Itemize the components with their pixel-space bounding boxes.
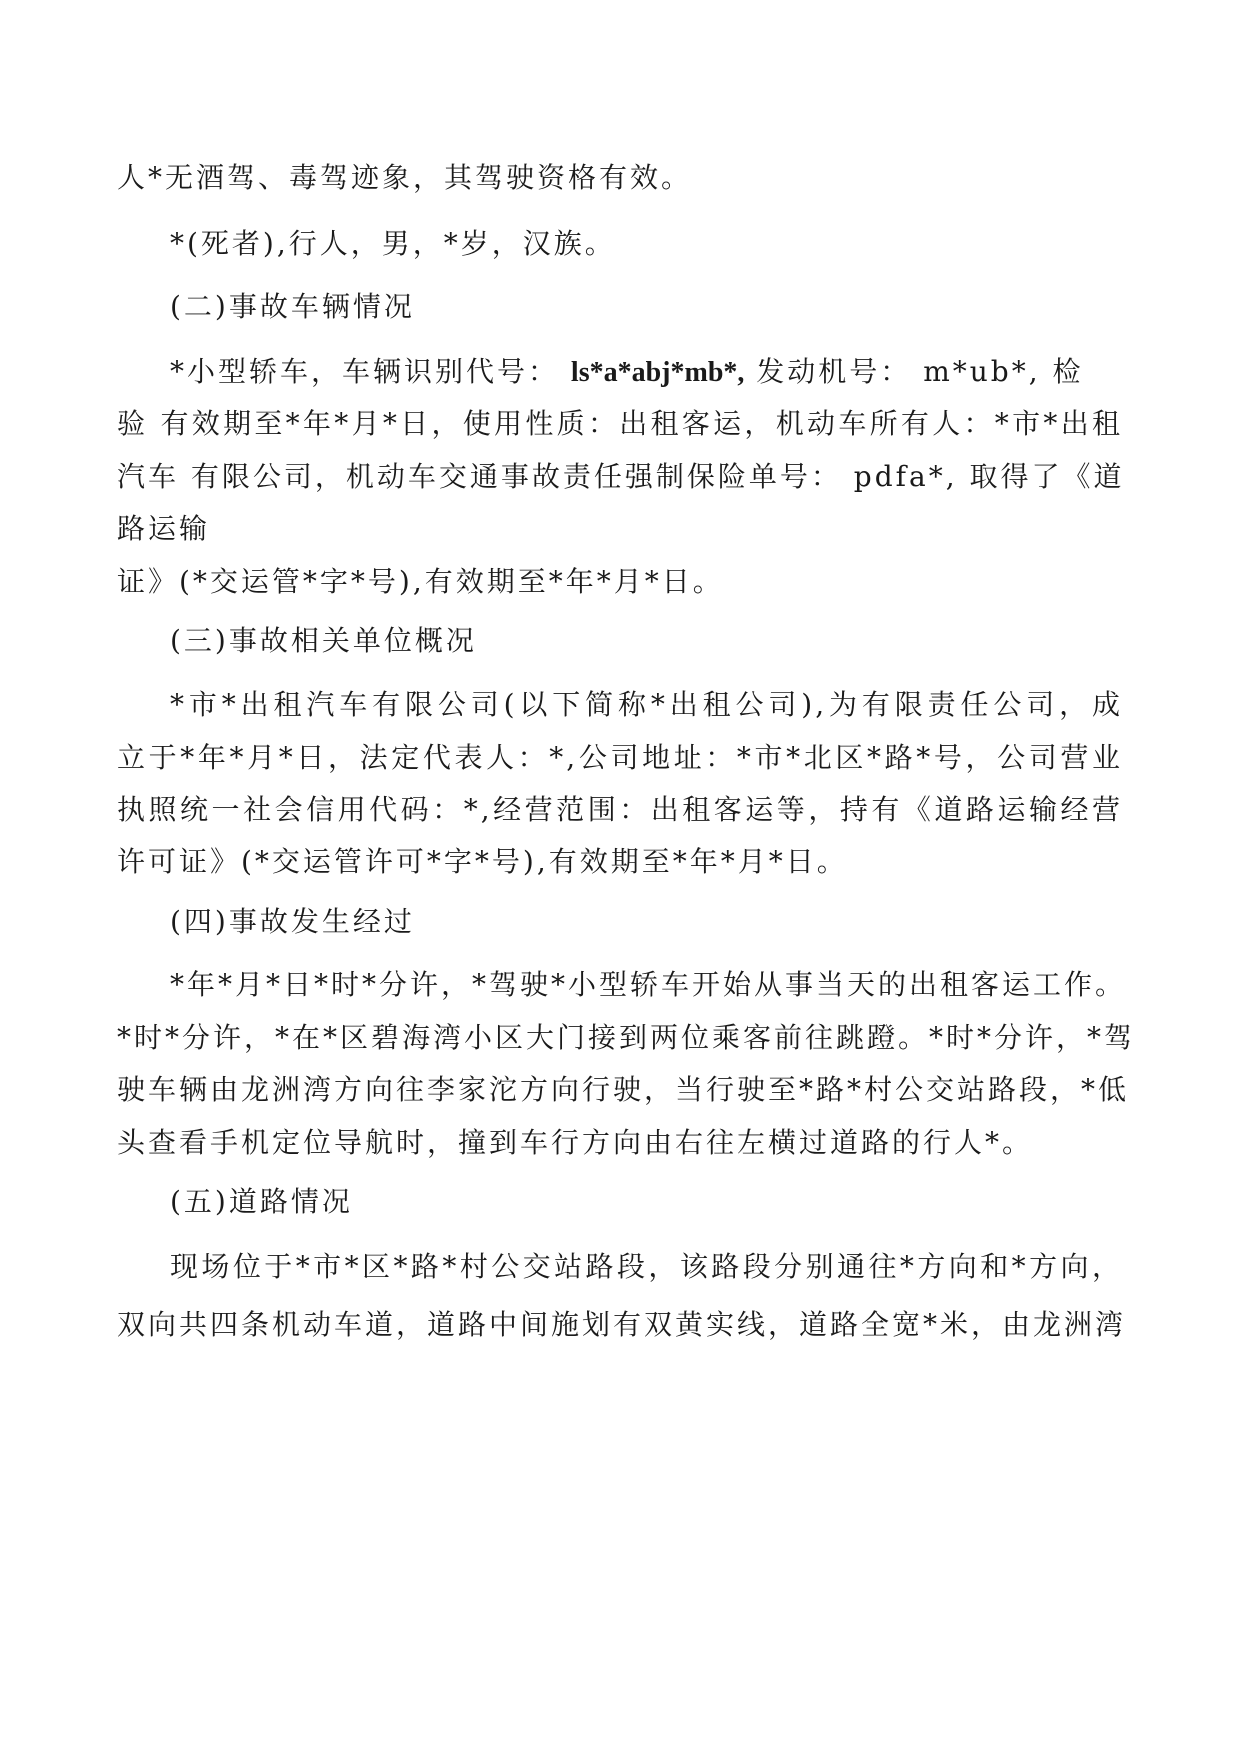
paragraph-line: 许可证》(*交运管许可*字*号),有效期至*年*月*日。 [117,845,848,878]
paragraph-line: 驶车辆由龙洲湾方向往李家沱方向行驶，当行驶至*路*村公交站路段，*低 [117,1073,1130,1106]
paragraph-line: 头查看手机定位导航时，撞到车行方向由右往左横过道路的行人*。 [117,1126,1034,1159]
section-heading: (二)事故车辆情况 [170,290,415,323]
paragraph-line: *(死者),行人，男，*岁，汉族。 [170,227,616,260]
paragraph-line: 路运输 [117,512,211,545]
paragraph-line: 现场位于*市*区*路*村公交站路段，该路段分别通往*方向和*方向， [170,1250,1123,1283]
paragraph-line: 人*无酒驾、毒驾迹象，其驾驶资格有效。 [117,161,693,194]
paragraph-line: 证》(*交运管*字*号),有效期至*年*月*日。 [117,565,724,598]
text-run: 发动机号： m*ub*, 检 [756,355,1084,388]
section-heading: (五)道路情况 [170,1185,353,1218]
paragraph-line: *时*分许，*在*区碧海湾小区大门接到两位乘客前往跳蹬。*时*分许，*驾 [117,1021,1136,1054]
text-run: *小型轿车，车辆识别代号： [170,355,560,388]
paragraph-line: *市*出租汽车有限公司(以下简称*出租公司),为有限责任公司，成 [170,688,1123,721]
paragraph-line: 汽车 有限公司，机动车交通事故责任强制保险单号： pdfa*, 取得了《道 [117,460,1125,493]
section-heading: (四)事故发生经过 [170,905,415,938]
paragraph-line: 立于*年*月*日，法定代表人：*,公司地址：*市*北区*路*号，公司营业 [117,741,1123,774]
paragraph-line: 执照统一社会信用代码：*,经营范围：出租客运等，持有《道路运输经营 [117,793,1123,826]
paragraph-line: 验 有效期至*年*月*日，使用性质：出租客运，机动车所有人：*市*出租 [117,407,1123,440]
paragraph-line: *年*月*日*时*分许，*驾驶*小型轿车开始从事当天的出租客运工作。 [170,968,1127,1001]
paragraph-line: 双向共四条机动车道，道路中间施划有双黄实线，道路全宽*米，由龙洲湾 [117,1308,1127,1341]
paragraph-line [170,350,1084,390]
vin-code: ls*a*abj*mb*, [570,357,745,388]
section-heading: (三)事故相关单位概况 [170,624,477,657]
